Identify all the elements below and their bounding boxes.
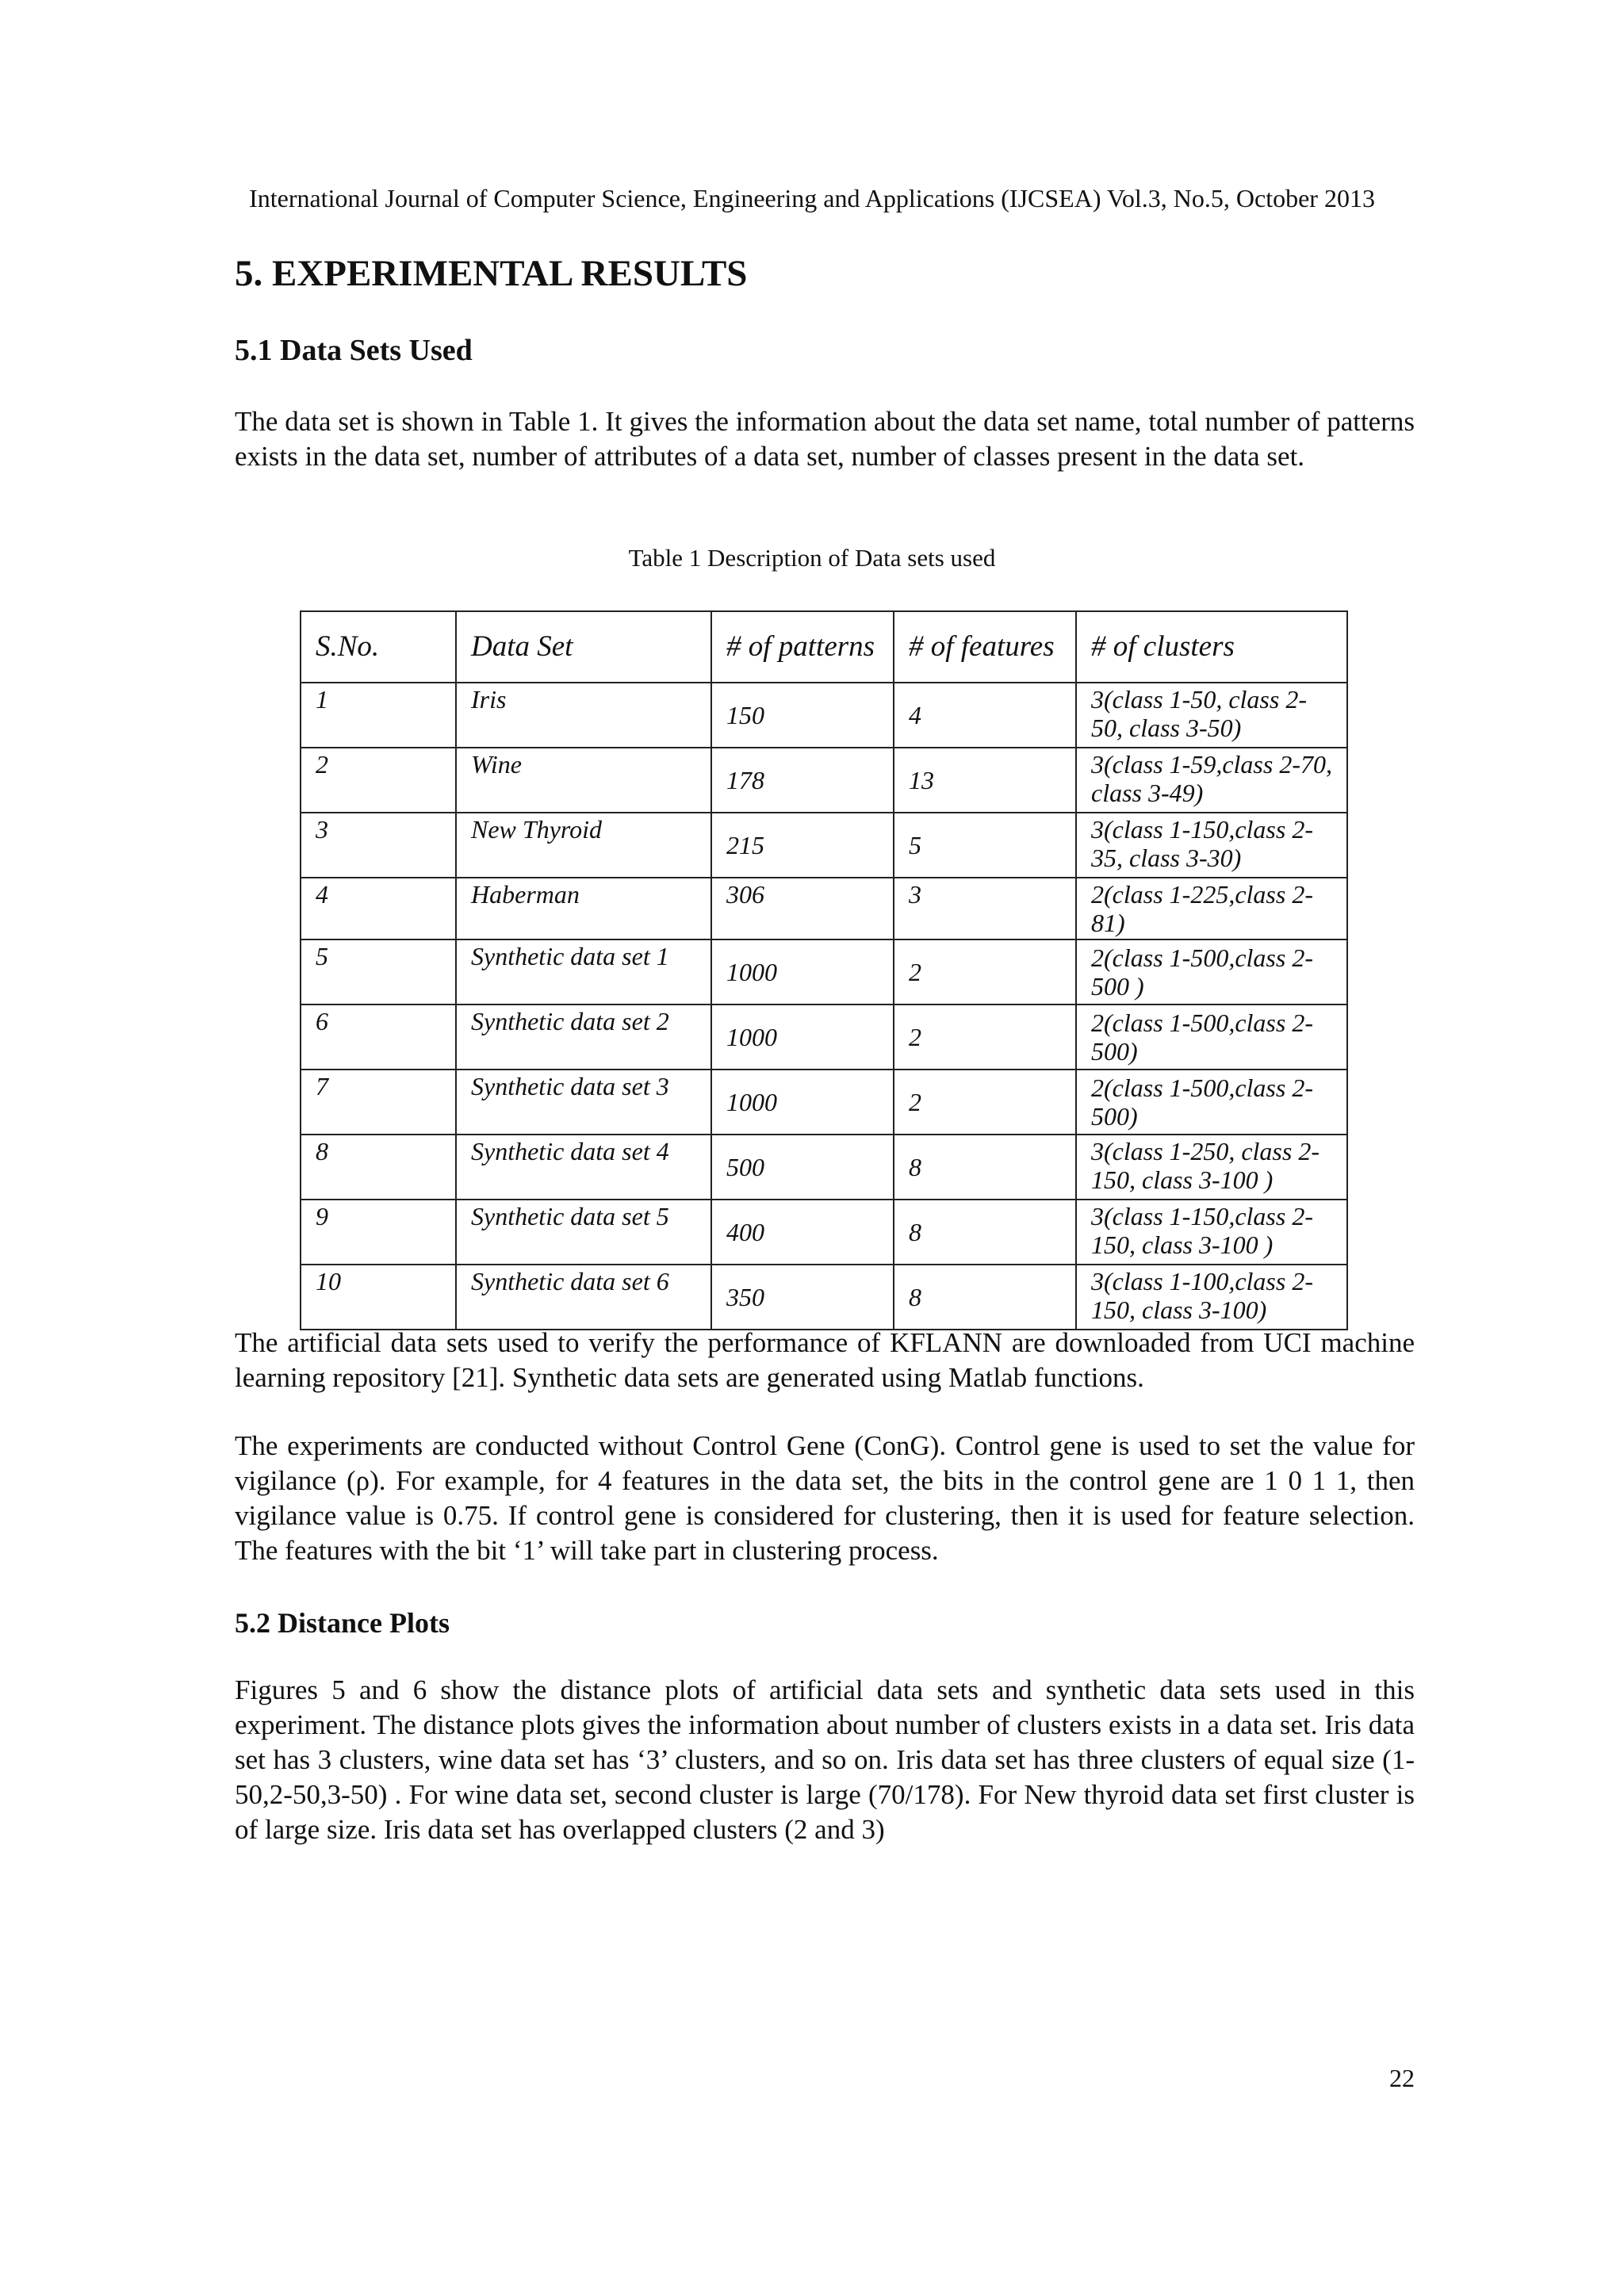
table-row (301, 878, 1347, 939)
cell-patterns: 1000 (711, 1070, 894, 1135)
cell-data-set: Haberman (456, 878, 711, 939)
cell-patterns: 1000 (711, 1004, 894, 1070)
cell-clusters: 3(class 1-59,class 2-70, class 3-49) (1076, 748, 1347, 813)
header-clusters: # of clusters (1076, 611, 1347, 683)
table-row (301, 683, 1347, 748)
intro-paragraph: The data set is shown in Table 1. It gives the information about the data set name, total number of patterns exists in the data set, number of attributes of a data set, number of classes present in the data set. (235, 406, 1415, 472)
cell-features: 2 (894, 939, 1076, 1004)
cell-sno: 9 (301, 1200, 456, 1265)
cell-clusters: 3(class 1-100,class 2-150, class 3-100) (1076, 1265, 1347, 1330)
cell-data-set: New Thyroid (456, 813, 711, 878)
cell-features: 13 (894, 748, 1076, 813)
cell-sno: 10 (301, 1265, 456, 1330)
cell-features: 5 (894, 813, 1076, 878)
table-row (301, 939, 1347, 1004)
cell-data-set: Synthetic data set 6 (456, 1265, 711, 1330)
cell-sno: 7 (301, 1070, 456, 1135)
subsection-title-distance-plots: 5.2 Distance Plots (235, 1607, 450, 1639)
running-header: International Journal of Computer Science, Engineering and Applications (IJCSEA) Vol.3, No.5, October 2013 (249, 184, 1375, 212)
cell-clusters: 2(class 1-500,class 2-500) (1076, 1070, 1347, 1135)
cell-data-set: Wine (456, 748, 711, 813)
table-row (301, 1200, 1347, 1265)
cell-clusters: 3(class 1-50, class 2-50, class 3-50) (1076, 683, 1347, 748)
header-patterns: # of patterns (711, 611, 894, 683)
cell-features: 2 (894, 1004, 1076, 1070)
cell-features: 3 (894, 878, 1076, 939)
cell-data-set: Synthetic data set 3 (456, 1070, 711, 1135)
cell-data-set: Synthetic data set 5 (456, 1200, 711, 1265)
cell-sno: 3 (301, 813, 456, 878)
section-title: 5. EXPERIMENTAL RESULTS (235, 253, 748, 294)
table-header-row (301, 611, 1347, 683)
cell-clusters: 2(class 1-225,class 2-81) (1076, 878, 1347, 939)
subsection-title-data-sets: 5.1 Data Sets Used (235, 334, 473, 367)
cell-features: 8 (894, 1265, 1076, 1330)
header-sno: S.No. (301, 611, 456, 683)
table-row (301, 1004, 1347, 1070)
cell-data-set: Synthetic data set 4 (456, 1135, 711, 1200)
cell-patterns: 400 (711, 1200, 894, 1265)
header-features: # of features (894, 611, 1076, 683)
cell-features: 2 (894, 1070, 1076, 1135)
cell-data-set: Synthetic data set 1 (456, 939, 711, 1004)
table-row (301, 748, 1347, 813)
table-caption: Table 1 Description of Data sets used (628, 544, 996, 572)
cell-sno: 4 (301, 878, 456, 939)
cell-features: 4 (894, 683, 1076, 748)
cell-patterns: 150 (711, 683, 894, 748)
cell-clusters: 3(class 1-150,class 2-150, class 3-100 ) (1076, 1200, 1347, 1265)
cell-patterns: 215 (711, 813, 894, 878)
cell-sno: 1 (301, 683, 456, 748)
cell-sno: 6 (301, 1004, 456, 1070)
cell-patterns: 306 (711, 878, 894, 939)
cell-clusters: 3(class 1-250, class 2-150, class 3-100 ) (1076, 1135, 1347, 1200)
cell-clusters: 3(class 1-150,class 2-35, class 3-30) (1076, 813, 1347, 878)
data-sets-table (300, 610, 1348, 1330)
cell-features: 8 (894, 1135, 1076, 1200)
cell-clusters: 2(class 1-500,class 2-500) (1076, 1004, 1347, 1070)
cell-patterns: 1000 (711, 939, 894, 1004)
cell-patterns: 350 (711, 1265, 894, 1330)
cell-patterns: 178 (711, 748, 894, 813)
cell-sno: 2 (301, 748, 456, 813)
cell-data-set: Synthetic data set 2 (456, 1004, 711, 1070)
header-data-set: Data Set (456, 611, 711, 683)
table-row (301, 813, 1347, 878)
paragraph-distance-plots: Figures 5 and 6 show the distance plots of artificial data sets and synthetic data sets used in this experiment. The distance plots gives the information about number of clusters exists in a data set. Iris data set has 3 clusters, wine data set has ‘3’ clusters, and so on. Iris data set has three clusters of equal size (1-50,2-50,3-50) . For wine data set, second cluster is large (70/178). For New thyroid data set first cluster is of large size. Iris data set has overlapped clusters (2 and 3) (235, 1674, 1415, 1845)
cell-data-set: Iris (456, 683, 711, 748)
paragraph-data-source: The artificial data sets used to verify the performance of KFLANN are downloaded from UCI machine learning repository [21]. Synthetic data sets are generated using Matlab functions. (235, 1327, 1415, 1393)
cell-sno: 8 (301, 1135, 456, 1200)
cell-patterns: 500 (711, 1135, 894, 1200)
page-number: 22 (1389, 2064, 1415, 2092)
table-row (301, 1265, 1347, 1330)
table-row (301, 1135, 1347, 1200)
cell-features: 8 (894, 1200, 1076, 1265)
cell-clusters: 2(class 1-500,class 2-500 ) (1076, 939, 1347, 1004)
paragraph-control-gene: The experiments are conducted without Control Gene (ConG). Control gene is used to set the value for vigilance (ρ). For example, for 4 features in the data set, the bits in the control gene are 1 0 1 1, then vigilance value is 0.75. If control gene is considered for clustering, then it is used for feature selection. The features with the bit ‘1’ will take part in clustering process. (235, 1430, 1415, 1566)
table-row (301, 1070, 1347, 1135)
cell-sno: 5 (301, 939, 456, 1004)
